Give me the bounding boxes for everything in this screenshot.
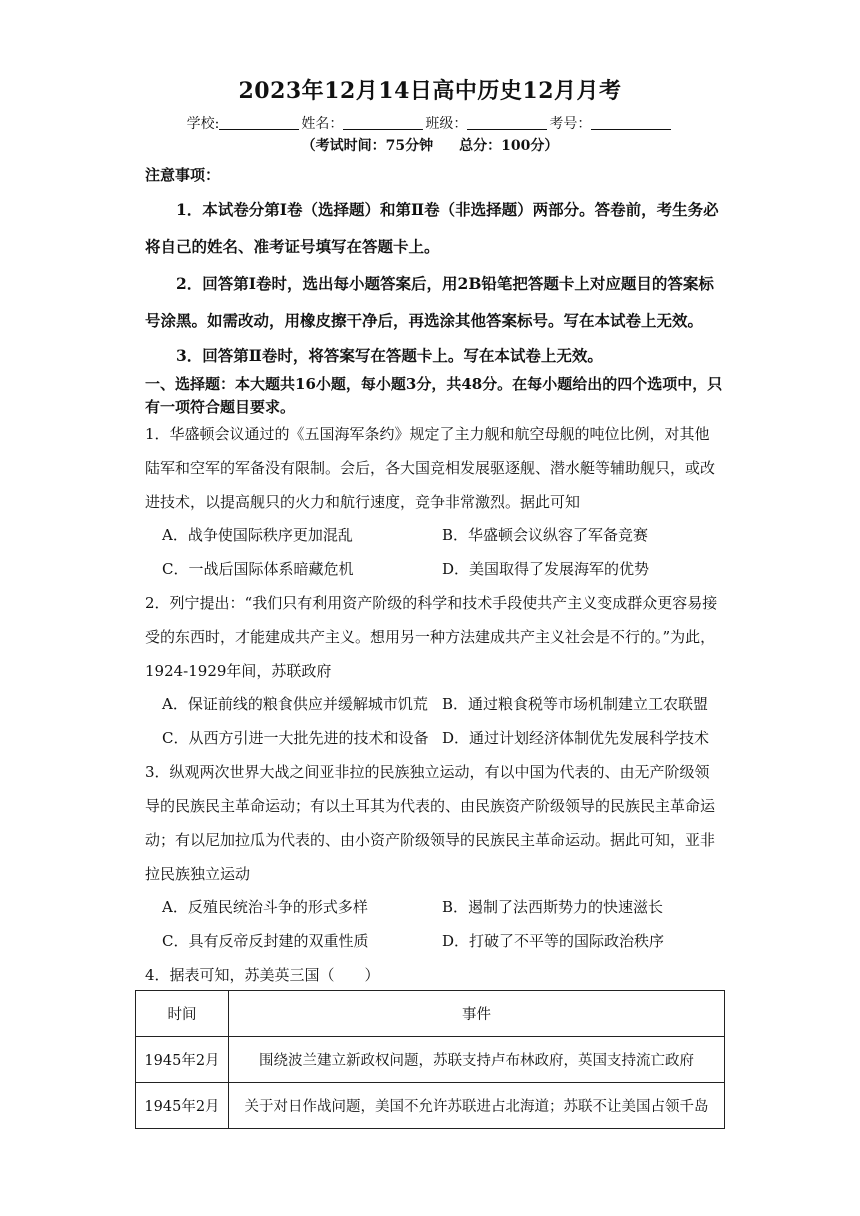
- note-item: 3．回答第Ⅱ卷时，将答案写在答题卡上。写在本试卷上无效。: [176, 346, 603, 365]
- note-item: 1．本试卷分第Ⅰ卷（选择题）和第Ⅱ卷（非选择题）两部分。答卷前，考生务必将自己的姓名、准考证号填写在答题卡上。: [145, 200, 719, 256]
- option-b: B．华盛顿会议纵容了军备竞赛: [442, 526, 649, 544]
- option-d: D．美国取得了发展海军的优势: [442, 560, 650, 578]
- school-blank: [219, 115, 299, 130]
- option-d: D．打破了不平等的国际政治秩序: [442, 932, 665, 950]
- school-label: 学校:: [186, 116, 220, 132]
- class-blank: [467, 115, 547, 130]
- table-cell: 1945年2月: [136, 1037, 229, 1083]
- exam-number-blank: [591, 115, 671, 130]
- table-cell: 关于对日作战问题，美国不允许苏联进占北海道；苏联不让美国占领千岛: [229, 1083, 725, 1129]
- option-d: D．通过计划经济体制优先发展科学技术: [442, 729, 710, 747]
- table-cell: 1945年2月: [136, 1083, 229, 1129]
- table-cell: 围绕波兰建立新政权问题，苏联支持卢布林政府，英国支持流亡政府: [229, 1037, 725, 1083]
- score-label: 总分：100分）: [459, 138, 559, 154]
- question-stem: 3．纵观两次世界大战之间亚非拉的民族独立运动，有以中国为代表的、由无产阶级领导的民族民主革命运动；有以土耳其为代表的、由民族资产阶级领导的民族民主革命运动；有以尼加拉瓜为代表的、由小资产阶级领导的民族民主革命运动。据此可知，亚非拉民族独立运动: [145, 763, 716, 883]
- section-heading: 一、选择题：本大题共16小题，每小题3分，共48分。在每小题给出的四个选项中，只有一项符合题目要求。: [145, 375, 723, 416]
- question-options: [162, 890, 722, 958]
- name-blank: [343, 115, 423, 130]
- exam-number-label: 考号：: [549, 116, 592, 132]
- event-table: [135, 990, 725, 1129]
- table-row: [136, 1037, 725, 1083]
- option-b: B．遏制了法西斯势力的快速滋长: [442, 898, 664, 916]
- option-c: C．从西方引进一大批先进的技术和设备: [162, 729, 429, 747]
- time-label: （考试时间：75分钟: [301, 138, 434, 154]
- question-stem: 2．列宁提出：“我们只有利用资产阶级的科学和技术手段使共产主义变成群众更容易接受的东西时，才能建成共产主义。想用另一种方法建成共产主义社会是不行的。”为此，1924-1929年间，苏联政府: [145, 594, 718, 680]
- question-options: [162, 518, 722, 586]
- table-header-cell: 事件: [229, 991, 725, 1037]
- question-stem: 4．据表可知，苏美英三国（ ）: [145, 966, 380, 984]
- notes-heading: 注意事项：: [145, 166, 221, 184]
- option-c: C．一战后国际体系暗藏危机: [162, 560, 354, 578]
- table-row: [136, 1083, 725, 1129]
- name-label: 姓名：: [301, 116, 344, 132]
- option-b: B．通过粮食税等市场机制建立工农联盟: [442, 695, 709, 713]
- option-a: A．战争使国际秩序更加混乱: [162, 526, 353, 544]
- student-info-line: [0, 113, 860, 133]
- question-options: [162, 687, 722, 755]
- table-header-cell: 时间: [136, 991, 229, 1037]
- option-c: C．具有反帝反封建的双重性质: [162, 932, 369, 950]
- note-item: 2．回答第Ⅰ卷时，选出每小题答案后，用2B铅笔把答题卡上对应题目的答案标号涂黑。如需改动，用橡皮擦干净后，再选涂其他答案标号。写在本试卷上无效。: [145, 274, 714, 330]
- question-stem: 1．华盛顿会议通过的《五国海军条约》规定了主力舰和航空母舰的吨位比例，对其他陆军和空军的军备没有限制。会后，各大国竞相发展驱逐舰、潜水艇等辅助舰只，或改进技术，以提高舰只的火力和航行速度，竞争非常激烈。据此可知: [145, 425, 716, 511]
- class-label: 班级：: [425, 116, 468, 132]
- option-a: A．保证前线的粮食供应并缓解城市饥荒: [162, 695, 428, 713]
- exam-title: 2023年12月14日高中历史12月月考: [238, 78, 622, 104]
- exam-duration-line: [0, 135, 860, 155]
- option-a: A．反殖民统治斗争的形式多样: [162, 898, 368, 916]
- table-header-row: [136, 991, 725, 1037]
